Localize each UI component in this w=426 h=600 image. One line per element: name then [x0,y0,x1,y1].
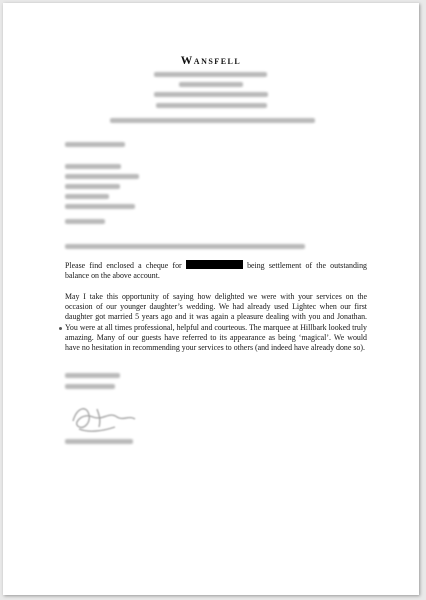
blurred-date [65,142,125,147]
blurred-closing [65,384,115,389]
blurred-recipient-line [65,194,109,199]
blurred-closing [65,373,120,378]
blurred-recipient-line [65,204,135,209]
blurred-recipient-line [65,174,139,179]
redacted-amount [186,260,243,269]
blurred-recipient-line [65,164,121,169]
blurred-salutation [65,219,105,224]
letter-page [3,3,419,595]
blurred-address-line [179,82,243,87]
signature-image [69,401,149,437]
paragraph-payment-text-start: Please find enclosed a cheque for [65,261,186,270]
paragraph-payment-text-end: being settlement of the outstanding balance on the above account. [65,261,367,281]
blurred-address-line [110,118,315,123]
margin-mark [59,327,62,330]
paragraph-thanks: May I take this opportunity of saying how delighted we were with your services on the occasion of our younger daughter’s wedding. We had already used Lightec when our first daughter got married 5 years ago and it was again a pleasure dealing with you and Jonathan. You were at all times professional, helpful and courteous. The marquee at Hillbark looked truly amazing. Many of our guests have referred to its appearance as being ‘magical’. We would have no hesitation in recommending your services to others (and indeed have already done so). [65,292,367,353]
blurred-reference-line [65,244,305,249]
blurred-address-line [154,92,268,97]
paragraph-payment [65,260,367,281]
blurred-recipient-line [65,184,120,189]
blurred-address-line [156,103,267,108]
blurred-address-line [154,72,267,77]
blurred-signatory-name [65,439,133,444]
letterhead-title: Wansfell [180,55,242,67]
